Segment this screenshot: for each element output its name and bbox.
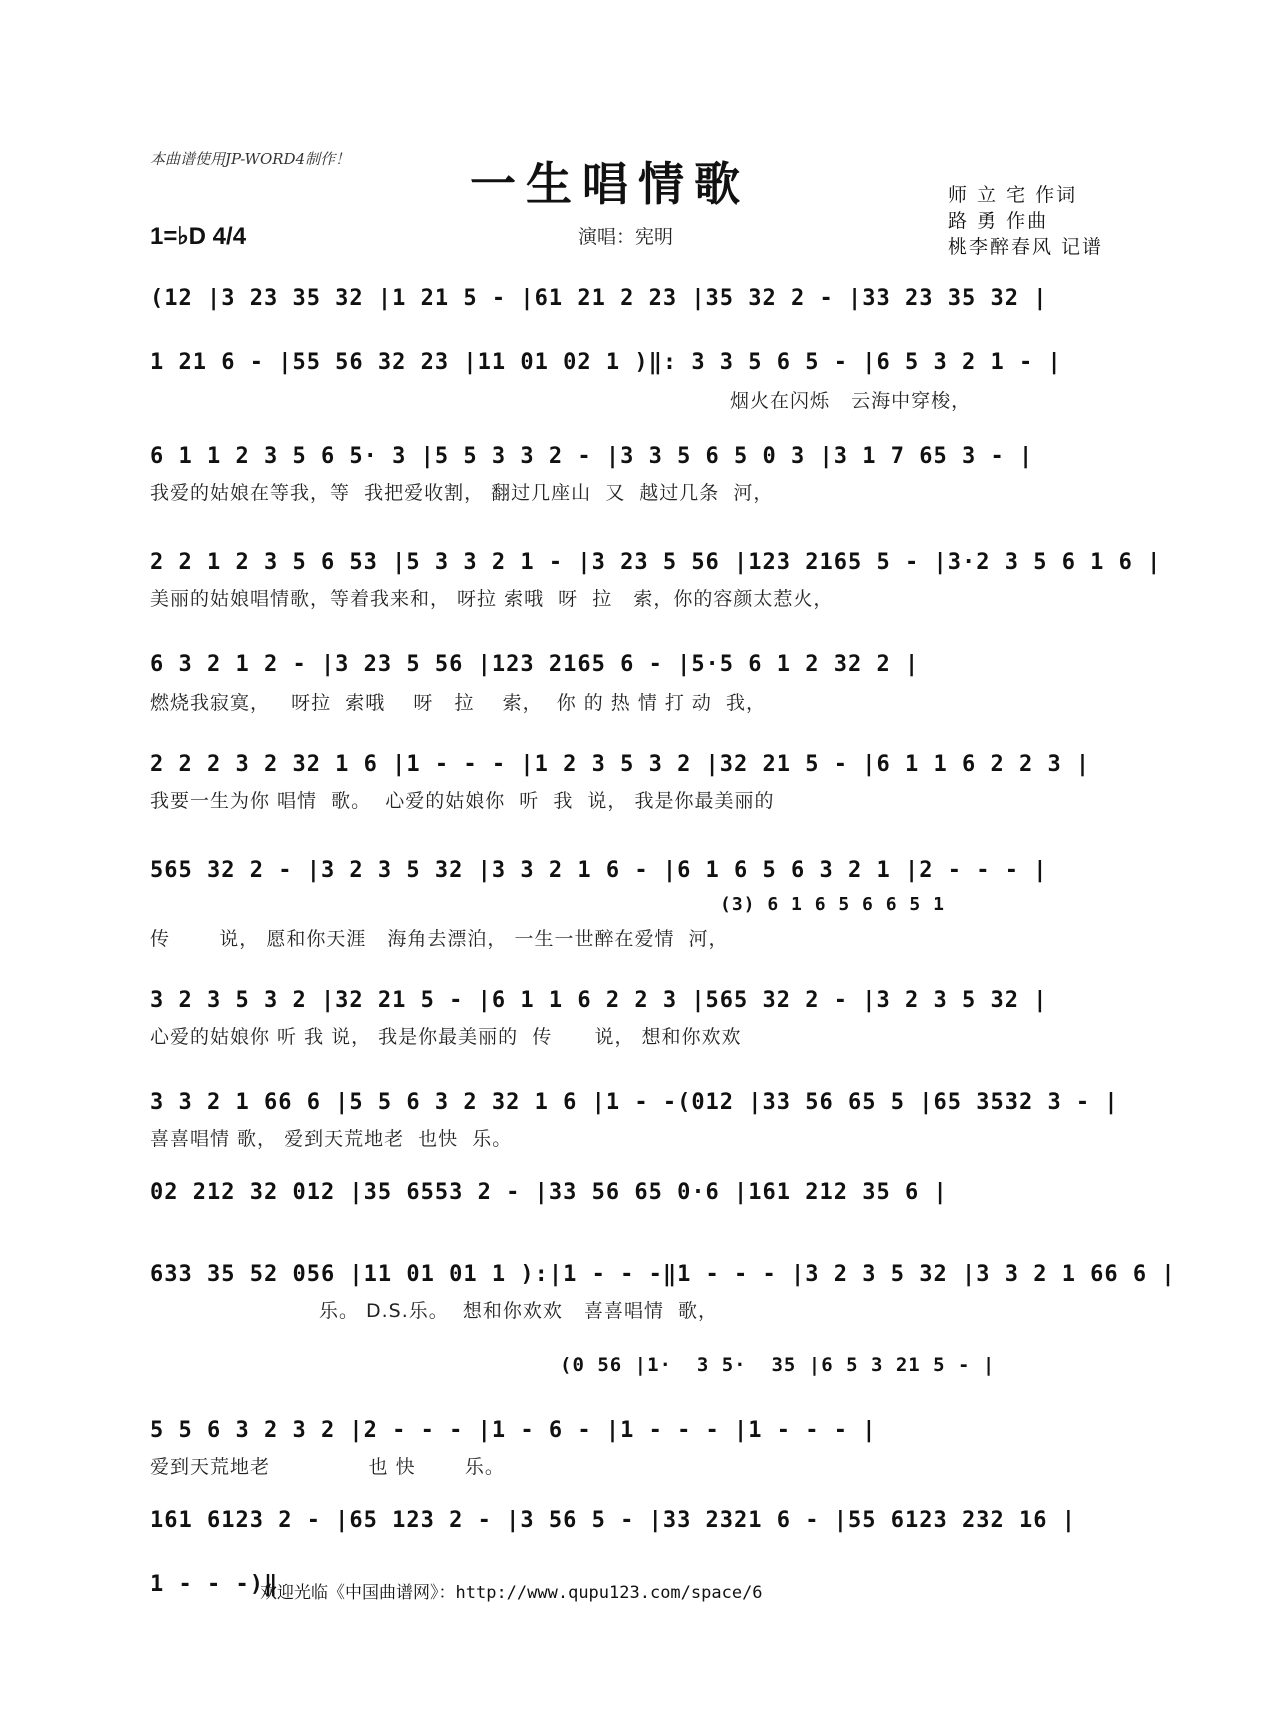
system-3-notes: 6 1 1 2 3 5 6 5· 3 |5 5 3 3 2 - |3 3 5 6 5 0 3 |3 1 7 65 3 - | — [150, 444, 1034, 469]
system-10-notes: 02 212 32 012 |35 6553 2 - |33 56 65 0·6 |161 212 35 6 | — [150, 1180, 948, 1205]
system-5-lyrics: 燃烧我寂寞， 呀拉 索哦 呀 拉 索， 你 的 热 情 打 动 我， — [150, 692, 766, 714]
system-4-notes: 2 2 1 2 3 5 6 53 |5 3 3 2 1 - |3 23 5 56 |123 2165 5 - |3·2 3 5 6 1 6 | — [150, 550, 1162, 575]
system-7-lyrics: 传 说， 愿和你天涯 海角去漂泊， 一生一世醉在爱情 河， — [150, 928, 729, 950]
system-7-notes: 565 32 2 - |3 2 3 5 32 |3 3 2 1 6 - |6 1 6 5 6 3 2 1 |2 - - - | — [150, 858, 1048, 883]
system-2-notes: 1 21 6 - |55 56 32 23 |11 01 02 1 )‖: 3 3 5 6 5 - |6 5 3 2 1 - | — [150, 350, 1062, 375]
system-9-notes: 3 3 2 1 66 6 |5 5 6 3 2 32 1 6 |1 - -(012 |33 56 65 5 |65 3532 3 - | — [150, 1090, 1119, 1115]
system-13-lyrics: 爱到天荒地老 也 快 乐。 — [150, 1456, 505, 1478]
system-6-notes: 2 2 2 3 2 32 1 6 |1 - - - |1 2 3 5 3 2 |32 21 5 - |6 1 1 6 2 2 3 | — [150, 752, 1091, 777]
system-3-lyrics: 我爱的姑娘在等我，等 我把爱收割， 翻过几座山 又 越过几条 河， — [150, 482, 774, 504]
system-11-lyrics: 乐。 D.S.乐。 想和你欢欢 喜喜唱情 歌， — [150, 1300, 719, 1322]
singer-credit: 演唱：宪明 — [578, 226, 674, 248]
system-13-notes: 5 5 6 3 2 3 2 |2 - - - |1 - 6 - |1 - - - |1 - - - | — [150, 1418, 877, 1443]
system-8-lyrics: 心爱的姑娘你 听 我 说， 我是你最美丽的 传 说， 想和你欢欢 — [150, 1026, 742, 1048]
credits-block — [948, 182, 1103, 260]
system-14-notes: 161 6123 2 - |65 123 2 - |3 56 5 - |33 2321 6 - |55 6123 232 16 | — [150, 1508, 1076, 1533]
footer-link-text: 欢迎光临《中国曲谱网》：http://www.qupu123.com/space/6 — [260, 1583, 763, 1603]
lyricist-credit: 师 立 宅 作词 — [948, 184, 1078, 206]
system-5-notes: 6 3 2 1 2 - |3 23 5 56 |123 2165 6 - |5·5 6 1 2 32 2 | — [150, 652, 920, 677]
transcriber-credit: 桃李醉春风 记谱 — [948, 236, 1104, 258]
credit-note: 本曲谱使用JP-WORD4制作！ — [150, 150, 351, 168]
system-1-notes: (12 |3 23 35 32 |1 21 5 - |61 21 2 23 |35 32 2 - |33 23 35 32 | — [150, 286, 1048, 311]
system-9-lyrics: 喜喜唱情 歌， 爱到天荒地老 也快 乐。 — [150, 1128, 513, 1150]
system-2-lyrics: 烟火在闪烁 云海中穿梭， — [730, 390, 972, 412]
system-12-notes: (0 56 |1· 3 5· 35 |6 5 3 21 5 - | — [560, 1354, 996, 1376]
song-title: 一生唱情歌 — [470, 157, 750, 211]
composer-credit: 路 勇 作曲 — [948, 210, 1049, 232]
system-8-notes: 3 2 3 5 3 2 |32 21 5 - |6 1 1 6 2 2 3 |565 32 2 - |3 2 3 5 32 | — [150, 988, 1048, 1013]
key-signature: 1=♭D 4/4 — [150, 223, 247, 250]
system-7-variant-notes: (3) 6 1 6 5 6 6 5 1 — [720, 894, 945, 915]
system-6-lyrics: 我要一生为你 唱情 歌。 心爱的姑娘你 听 我 说， 我是你最美丽的 — [150, 790, 775, 812]
system-15-notes: 1 - - -)‖ — [150, 1572, 279, 1597]
system-4-lyrics: 美丽的姑娘唱情歌，等着我来和， 呀拉 索哦 呀 拉 索，你的容颜太惹火， — [150, 588, 834, 610]
system-11-notes: 633 35 52 056 |11 01 01 1 ):|1 - - -‖1 - - - |3 2 3 5 32 |3 3 2 1 66 6 | — [150, 1262, 1176, 1287]
